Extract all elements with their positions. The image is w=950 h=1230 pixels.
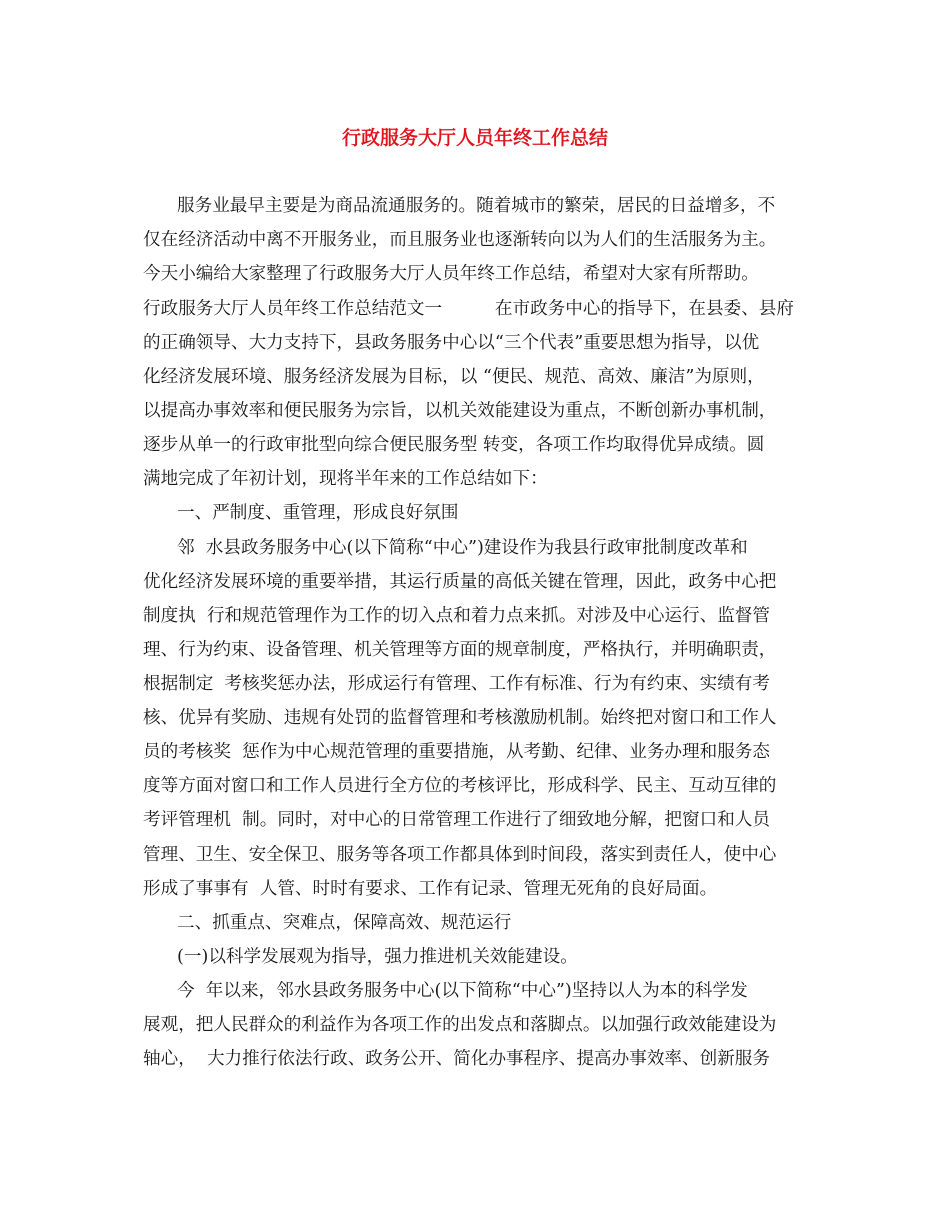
paragraph-line: 核、优异有奖励、违规有处罚的监督管理和考核激励机制。始终把对窗口和工作人 xyxy=(143,708,777,728)
paragraph-line: 今 年以来，邻水县政务服务中心(以下简称“中心”)坚持以人为本的科学发 xyxy=(177,981,748,1001)
paragraph-line: 展观，把人民群众的利益作为各项工作的出发点和落脚点。以加强行政效能建设为 xyxy=(143,1015,777,1035)
paragraph-line: 化经济发展环境、服务经济发展为目标，以 “便民、规范、高效、廉洁”为原则， xyxy=(143,367,765,387)
paragraph-line: 邻 水县政务服务中心(以下简称“中心”)建设作为我县行政审批制度改革和 xyxy=(177,538,748,558)
paragraph-line: 今天小编给大家整理了行政服务大厅人员年终工作总结，希望对大家有所帮助。 xyxy=(143,264,759,284)
paragraph-line: 轴心， 大力推行依法行政、政务公开、简化办事程序、提高办事效率、创新服务 xyxy=(143,1049,770,1069)
paragraph-line: 逐步从单一的行政审批型向综合便民服务型 转变，各项工作均取得优异成绩。圆 xyxy=(143,435,765,455)
paragraph-line: 根据制定 考核奖惩办法，形成运行有管理、工作有标准、行为有约束、实绩有考 xyxy=(143,674,770,694)
paragraph-line: 度等方面对窗口和工作人员进行全方位的考核评比，形成科学、民主、互动互律的 xyxy=(143,776,777,796)
paragraph-line: 管理、卫生、安全保卫、服务等各项工作都具体到时间段，落实到责任人，使中心 xyxy=(143,845,777,865)
paragraph-line: 的正确领导、大力支持下，县政务服务中心以“三个代表”重要思想为指导，以优 xyxy=(143,333,760,353)
paragraph-line: 制度执 行和规范管理作为工作的切入点和着力点来抓。对涉及中心运行、监督管 xyxy=(143,606,770,626)
paragraph-line: 优化经济发展环境的重要举措，其运行质量的高低关键在管理，因此，政务中心把 xyxy=(143,572,777,592)
paragraph-line: 满地完成了年初计划，现将半年来的工作总结如下： xyxy=(143,469,548,489)
paragraph-line: 理、行为约束、设备管理、机关管理等方面的规章制度，严格执行，并明确职责， xyxy=(143,640,777,660)
paragraph-line: 形成了事事有 人管、时时有要求、工作有记录、管理无死角的良好局面。 xyxy=(143,879,718,899)
paragraph-line: 员的考核奖 惩作为中心规范管理的重要措施，从考勤、纪律、业务办理和服务态 xyxy=(143,742,770,762)
section-heading: 一、严制度、重管理，形成良好氛围 xyxy=(177,503,459,523)
paragraph-line: 考评管理机 制。同时，对中心的日常管理工作进行了细致地分解，把窗口和人员 xyxy=(143,810,770,830)
paragraph-line: 仅在经济活动中离不开服务业，而且服务业也逐渐转向以为人们的生活服务为主。 xyxy=(143,230,777,250)
paragraph-line: 服务业最早主要是为商品流通服务的。随着城市的繁荣，居民的日益增多，不 xyxy=(177,196,776,216)
subsection-heading: (一)以科学发展观为指导，强力推进机关效能建设。 xyxy=(177,947,578,967)
section-heading: 二、抓重点、突难点，保障高效、规范运行 xyxy=(177,913,512,933)
paragraph-line: 行政服务大厅人员年终工作总结范文一 在市政务中心的指导下，在县委、县府 xyxy=(143,299,794,319)
document-title: 行政服务大厅人员年终工作总结 xyxy=(341,127,608,149)
paragraph-line: 以提高办事效率和便民服务为宗旨，以机关效能建设为重点，不断创新办事机制， xyxy=(143,401,777,421)
